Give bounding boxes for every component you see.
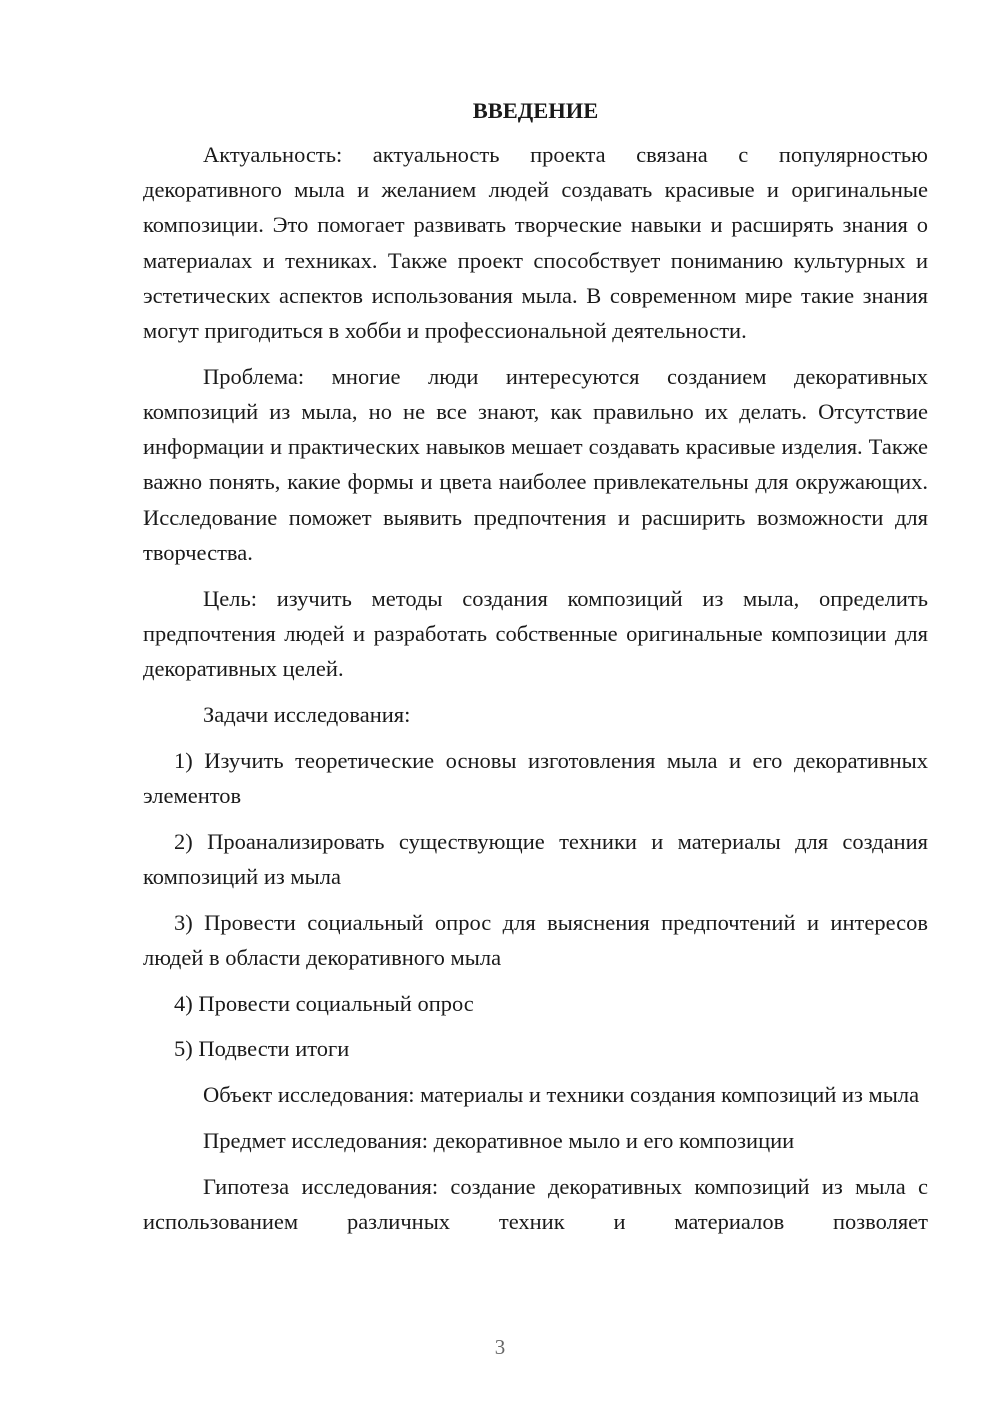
tasks-heading: Задачи исследования:: [203, 701, 411, 727]
task-item-2: 2) Проанализировать существующие техники и материалы для создания композиций из мыла: [143, 828, 928, 889]
document-page: [143, 96, 928, 1250]
goal-paragraph: Цель: изучить методы создания композиций из мыла, определить предпочтения людей и разработать собственные оригинальные композиции для декоративных целей.: [143, 585, 928, 682]
object-paragraph: Объект исследования: материалы и техники создания композиций из мыла: [203, 1082, 920, 1108]
task-item-4: 4) Провести социальный опрос: [174, 990, 474, 1016]
task-item-1: 1) Изучить теоретические основы изготовления мыла и его декоративных элементов: [143, 747, 928, 808]
section-title: ВВЕДЕНИЕ: [472, 98, 599, 123]
hypothesis-paragraph: Гипотеза исследования: создание декоративных композиций из мыла с использованием различных техник и материалов позволяет: [143, 1173, 928, 1235]
task-item-5: 5) Подвести итоги: [174, 1036, 350, 1062]
task-item-3: 3) Провести социальный опрос для выяснения предпочтений и интересов людей в области декоративного мыла: [143, 909, 928, 970]
problem-paragraph: Проблема: многие люди интересуются созданием декоративных композиций из мыла, но не все знают, как правильно их делать. Отсутствие информации и практических навыков мешает создавать красивые изделия. Также важно понять, какие формы и цвета наиболее привлекательны для окружающих. Исследование поможет выявить предпочтения и расширить возможности для творчества.: [143, 363, 928, 565]
page-number: 3: [494, 1335, 506, 1359]
relevance-paragraph: Актуальность: актуальность проекта связана с популярностью декоративного мыла и желанием людей создавать красивые и оригинальные композиции. Это помогает развивать творческие навыки и расширять знания о материалах и техниках. Также проект способствует пониманию культурных и эстетических аспектов использования мыла. В современном мире такие знания могут пригодиться в хобби и профессиональной деятельности.: [143, 142, 928, 344]
subject-paragraph: Предмет исследования: декоративное мыло и его композиции: [203, 1128, 795, 1154]
